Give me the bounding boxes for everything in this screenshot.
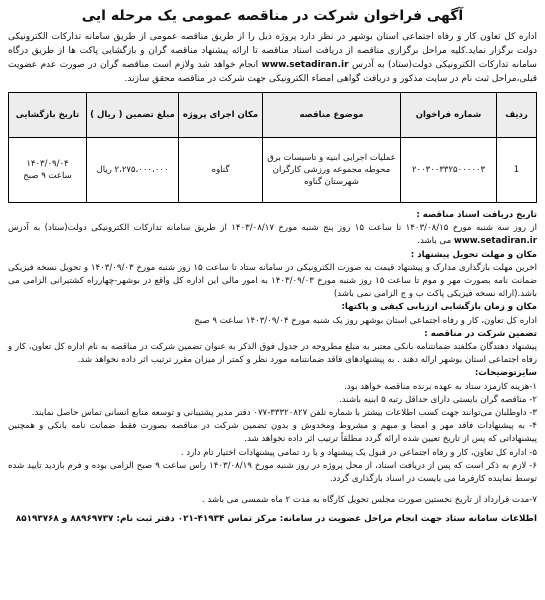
header-row-number: ردیف [497,93,537,138]
note-item-2: ۲- مناقصه گران بایستی دارای حداقل رتبه ۵ ابنیه باشند. [339,394,537,405]
opening-date: ۱۴۰۳/۰۹/۰۴ [26,159,69,169]
table-header-row [9,93,537,138]
note-item-1: ۱-هزینه کارمزد ستاد به عهده برنده مناقصه خواهد بود. [344,381,537,392]
section-heading-guarantee: تضمین شرکت در مناقصه : [424,328,537,339]
header-tender-number: شماره فراخوان [401,93,497,138]
notice-title: آگهی فراخوان شرکت در مناقصه عمومی یک مرحله ایی [81,8,464,24]
documents-text-b: می باشد. [417,236,452,247]
cell-row-number: 1 [497,138,537,203]
spacer [8,486,537,494]
intro-text-b: انجام خواهد شد ولازم است مناقصه گران در صورت عدم عضویت قبلی،مراحل ثبت نام در سایت مذکور و دریافت گواهی امضاء الکترونیکی جهت شرکت در مناقصه محقق سازند. [8,60,537,84]
section-heading-notes: سایرتوضیحات: [474,368,537,379]
footer-contact: اطلاعات سامانه ستاد جهت انجام مراحل عضویت در سامانه: مرکز تماس ۴۱۹۳۴-۰۲۱ دفتر ثبت نام: ۸۸۹۶۹۷۳۷ و ۸۵۱۹۳۷۶۸ [15,514,537,525]
notice-body [8,209,537,507]
cell-tender-number: ۲۰۰۳۰۰۳۳۲۵۰۰۰۰۰۳ [401,138,497,203]
tender-table [8,92,537,203]
documents-paragraph [8,222,537,248]
section-heading-opening: مکان و زمان بازگشایی ارزیابی کیفی و پاکتها: [341,302,537,313]
setad-website-link[interactable]: www.setadiran.ir [261,60,349,70]
header-subject: موضوع مناقصه [263,93,401,138]
note-item-4: ۴- به پیشنهادات فاقد مهر و امضا و مبهم و مشروط ومخدوش و بدون تضمین شرکت در مناقصه بصورت فقط ضمانت نامه بانکی و همچنین پیشنهاداتی که پس از تاریخ تعیین شده ارائه گردد مطلقاً ترتیب اثر داده نخواهد شد. [8,421,537,445]
header-opening-date: تاریخ بازگشایی [9,93,87,138]
header-guarantee: مبلغ تضمین ( ریال ) [87,93,179,138]
section-heading-documents: تاریخ دریافت اسناد مناقصه : [416,210,537,220]
cell-place: گناوه [179,138,263,203]
table-row [9,138,537,203]
documents-text-a: از روز سه شنبه مورخ ۱۴۰۳/۰۸/۱۵ تا ساعت ۱۵ روز پنج شنبه مورخ ۱۴۰۳/۰۸/۱۷ از طریق سامانه تدارکات الکترونیکی دولت(ستاد) به آدرس [8,223,537,234]
header-place: مکان اجرای پروژه [179,93,263,138]
cell-guarantee: ۲،۲۷۵،۰۰۰،۰۰۰ ریال [87,138,179,203]
opening-time: ساعت ۹ صبح [23,171,72,181]
guarantee-paragraph: پیشنهاد دهندگان مکلفند ضمانتنامه بانکی معتبر به مبلغ مطروحه در جدول فوق الذکر به عنوان تضمین شرکت در مناقصه به نام اداره کل تعاون، کار و رفاه اجتماعی استان بوشهر ارائه دهند . به پیشنهادهای فاقد ضمانتنامه مورد نظر و کمتر از میزان مقرر ترتیب اثر داده نخواهد شد. [8,342,537,366]
submission-paragraph: اخرین مهلت بارگذاری مدارک و پیشنهاد قیمت به صورت الکترونیکی در سامانه ستاد تا ساعت ۱۵ روز شنبه مورخ ۱۴۰۳/۰۹/۰۳ و تحویل نسخه فیزیکی ضمانت نامه بصورت مهر و موم تا ساعت ۱۵ روز شنبه مورخ ۱۴۰۳/۰۹/۰۳ به امور مالی این اداره کل واقع در بوشهر-چهارراه کشتیرانی الزامی می باشد.(ارائه نسخه فیزیکی پاکت ب و ج الزامی نمی باشد) [8,262,537,300]
cell-subject: عملیات اجرایی ابنیه و تاسیسات برق محوطه مجموعه ورزشی کارگران شهرستان گناوه [263,138,401,203]
note-item-5: ۵- اداره کل تعاون، کار و رفاه اجتماعی در قبول یک پیشنهاد و یا رد تمامی پیشنهادات اختیار تام دارد . [180,447,537,458]
setad-website-link-2[interactable]: www.setadiran.ir [453,236,537,247]
section-heading-submission: مکان و مهلت تحویل پیشنهاد : [410,249,537,260]
cell-opening-date [9,138,87,203]
intro-text-a: اداره کل تعاون کار و رفاه اجتماعی استان بوشهر در نظر دارد پروژه ذیل را از طریق مناقصه عمومی از طریق سامانه تدارکات الکترونیکی دولت برگزار نماید.کلیه مراحل برگزاری مناقصه از دریافت اسناد مناقصه تا ارائه پیشنهاد مناقصه گران و بازگشایی پاکت ها از طریق درگاه سامانه تدارکات الکترونیکی دولت(ستاد) به آدرس [8,32,537,70]
note-item-7: ۷-مدت قرارداد از تاریخ نخستین صورت مجلس تحویل کارگاه به مدت ۲ ماه شمسی می باشد . [201,495,537,506]
intro-paragraph [8,30,537,86]
note-item-6: ۶- لازم به ذکر است که پس از دریافت اسناد، از محل پروژه در روز شنبه مورخ ۱۴۰۳/۰۸/۱۹ راس ساعت ۹ صبح الزامی بوده و فرم بازدید تایید شده توسط نماینده کارفرما می بایست در اسناد بارگذاری گردد. [8,460,537,485]
note-item-3: ۳- داوطلبان می‌توانند جهت کسب اطلاعات بیشتر با شماره تلفن ۳۳۳۲۰۸۲۷-۰۷۷ دفتر مدیر پشتیبانی و توسعه منابع انسانی تماس حاصل نمایند. [31,408,537,419]
opening-paragraph: اداره کل تعاون، کار و رفاه اجتماعی استان بوشهر روز یک شنبه مورخ ۱۴۰۳/۰۹/۰۴ ساعت ۹ صبح [194,315,537,326]
